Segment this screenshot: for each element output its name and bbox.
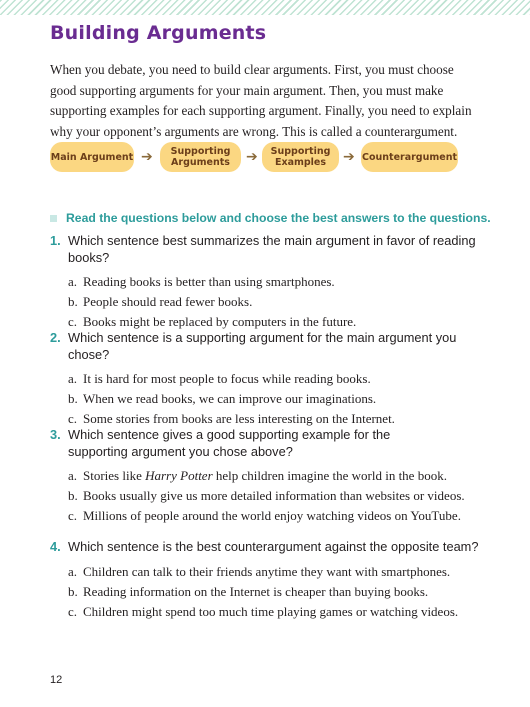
answer-option-c[interactable] xyxy=(68,602,490,622)
answer-option-c[interactable] xyxy=(68,312,490,332)
option-letter: c. xyxy=(68,603,78,619)
option-text: Reading books is better than using smartphones. xyxy=(83,274,335,289)
page-title: Building Arguments xyxy=(50,22,267,44)
option-letter: c. xyxy=(68,411,78,426)
answer-option-b[interactable] xyxy=(68,582,490,602)
intro-paragraph: When you debate, you need to build clear arguments. First, you must choose good supporting arguments for your main argument. Then, you must make supporting examples for each supporting argument. Finally, you need to explain why your opponent’s arguments are wrong. This is called a counterargument. xyxy=(50,62,472,139)
answer-option-a[interactable] xyxy=(68,562,490,582)
flow-step-supporting-examples: Supporting Examples xyxy=(262,142,339,172)
flow-step-supporting-arguments: Supporting Arguments xyxy=(160,142,241,172)
header-stripes xyxy=(0,0,530,15)
question-text: Which sentence is a supporting argument for the main argument you chose? xyxy=(68,330,457,362)
flow-step-main-argument: Main Argument xyxy=(50,142,134,172)
option-letter: c. xyxy=(68,508,78,523)
option-text: It is hard for most people to focus while reading books. xyxy=(83,371,371,386)
option-letter: c. xyxy=(68,314,78,329)
option-letter: a. xyxy=(68,274,78,289)
option-letter: a. xyxy=(68,563,78,579)
option-text: People should read fewer books. xyxy=(83,294,253,309)
option-letter: a. xyxy=(68,468,78,483)
answer-option-a[interactable] xyxy=(68,369,490,389)
arrow-right-icon: ➔ xyxy=(343,149,355,165)
question-text: Which sentence is the best counterargument against the opposite team? xyxy=(68,539,479,554)
option-letter: b. xyxy=(68,391,78,406)
question-3 xyxy=(50,427,490,526)
arrow-right-icon: ➔ xyxy=(246,149,258,165)
option-letter: a. xyxy=(68,371,78,386)
flow-step-counterargument: Counterargument xyxy=(361,142,458,172)
option-text: Reading information on the Internet is cheaper than buying books. xyxy=(83,583,429,599)
question-text: Which sentence gives a good supporting example for the supporting argument you chose above? xyxy=(68,427,391,459)
option-letter: b. xyxy=(68,294,78,309)
option-letter: b. xyxy=(68,488,78,503)
question-4 xyxy=(50,539,490,622)
answer-option-b[interactable] xyxy=(68,292,490,312)
option-text: Stories like Harry Potter help children imagine the world in the book. xyxy=(83,468,447,483)
option-text: Books usually give us more detailed information than websites or videos. xyxy=(83,488,465,503)
question-1 xyxy=(50,233,490,332)
question-2 xyxy=(50,330,490,429)
option-text: Some stories from books are less interesting on the Internet. xyxy=(83,411,395,426)
book-title: Harry Potter xyxy=(145,468,213,483)
option-text: When we read books, we can improve our imaginations. xyxy=(83,391,377,406)
square-bullet-icon xyxy=(50,215,57,222)
answer-option-a[interactable] xyxy=(68,272,490,292)
answer-option-c[interactable] xyxy=(68,506,490,526)
argument-flow-diagram xyxy=(50,142,460,174)
instructions-text: Read the questions below and choose the best answers to the questions. xyxy=(66,211,491,225)
question-number: 2. xyxy=(50,330,61,345)
option-text: Books might be replaced by computers in the future. xyxy=(83,314,357,329)
question-number: 1. xyxy=(50,233,61,248)
instructions xyxy=(50,211,491,225)
answer-option-b[interactable] xyxy=(68,486,490,506)
question-number: 4. xyxy=(50,539,61,554)
option-text: Children can talk to their friends anytime they want with smartphones. xyxy=(83,563,451,579)
question-number: 3. xyxy=(50,427,61,442)
question-text: Which sentence best summarizes the main argument in favor of reading books? xyxy=(68,233,476,265)
page-number: 12 xyxy=(50,674,63,686)
answer-option-b[interactable] xyxy=(68,389,490,409)
option-text: Children might spend too much time playing games or watching videos. xyxy=(83,603,459,619)
option-letter: b. xyxy=(68,583,78,599)
option-text: Millions of people around the world enjoy watching videos on YouTube. xyxy=(83,508,461,523)
answer-option-a[interactable] xyxy=(68,466,490,486)
arrow-right-icon: ➔ xyxy=(141,149,153,165)
answer-option-c[interactable] xyxy=(68,409,490,429)
